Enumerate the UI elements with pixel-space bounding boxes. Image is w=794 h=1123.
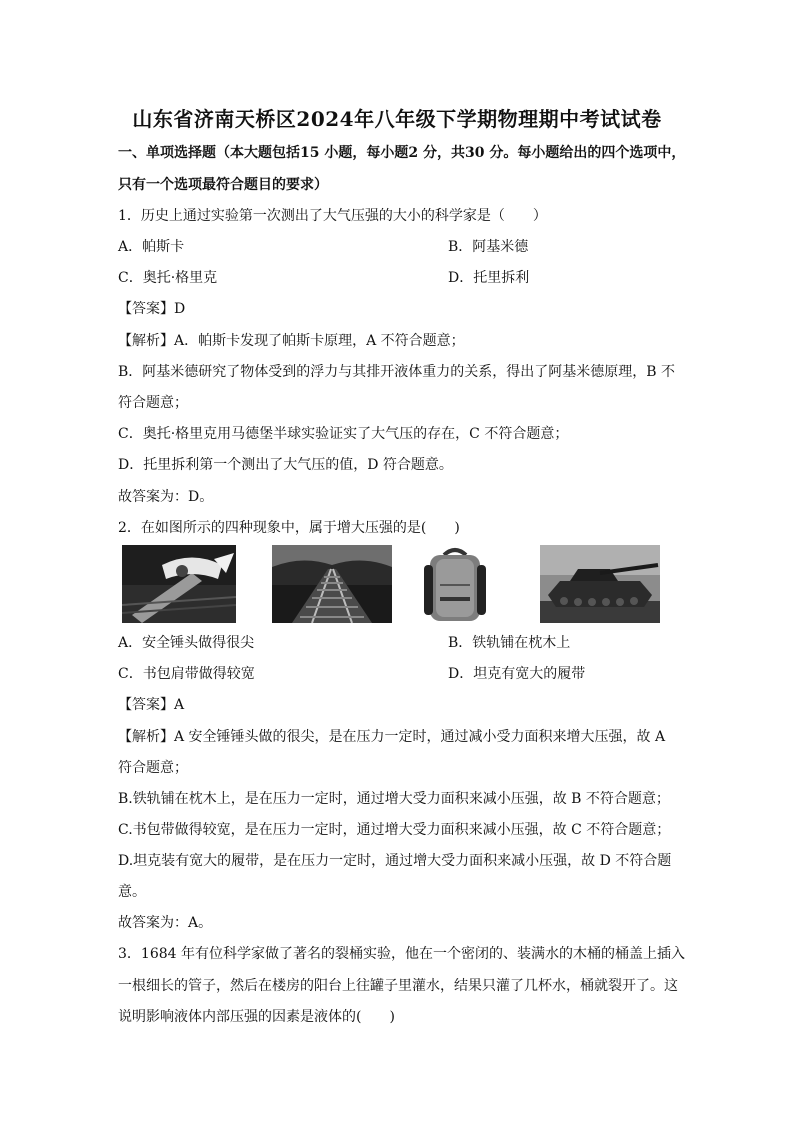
section-header: 一、单项选择题（本大题包括15 小题，每小题2 分，共30 分。每小题给出的四个选项中， xyxy=(118,145,686,161)
q1-option-d: D．托里拆利 xyxy=(448,270,530,286)
q2-figure-row xyxy=(122,545,662,625)
q2-analysis-line: B.铁轨铺在枕木上，是在压力一定时，通过增大受力面积来减小压强，故 B 不符合题意； xyxy=(118,791,670,807)
section-header-cont: 只有一个选项最符合题目的要求） xyxy=(118,177,328,193)
q2-option-a: A．安全锤头做得很尖 xyxy=(118,635,255,651)
q1-option-a: A．帕斯卡 xyxy=(118,239,185,255)
q3-stem-line: 3．1684 年有位科学家做了著名的裂桶实验，他在一个密闭的、装满水的木桶的桶盖上插入 xyxy=(118,946,685,962)
q1-analysis-line: D．托里拆利第一个测出了大气压的值，D 符合题意。 xyxy=(118,457,453,473)
q3-stem-line: 一根细长的管子，然后在楼房的阳台上往罐子里灌水，结果只灌了几杯水，桶就裂开了。这 xyxy=(118,978,678,994)
railroad-track-photo xyxy=(272,545,392,623)
q1-analysis-line: 故答案为：D。 xyxy=(118,489,214,505)
q1-analysis-line: B．阿基米德研究了物体受到的浮力与其排开液体重力的关系，得出了阿基米德原理，B 不 xyxy=(118,364,676,380)
q1-option-c: C．奥托·格里克 xyxy=(118,270,218,286)
q2-analysis-line: C.书包带做得较宽，是在压力一定时，通过增大受力面积来减小压强，故 C 不符合题意； xyxy=(118,822,671,838)
q2-option-c: C．书包肩带做得较宽 xyxy=(118,666,255,682)
q2-stem: 2．在如图所示的四种现象中，属于增大压强的是( ) xyxy=(118,520,460,536)
q2-analysis-line: 故答案为：A。 xyxy=(118,915,213,931)
q1-analysis-line: C．奥托·格里克用马德堡半球实验证实了大气压的存在，C 不符合题意； xyxy=(118,426,569,442)
q2-analysis-line: 符合题意； xyxy=(118,760,188,776)
q1-option-b: B．阿基米德 xyxy=(448,239,529,255)
q1-stem: 1．历史上通过实验第一次测出了大气压强的大小的科学家是（ ） xyxy=(118,208,547,224)
tank-photo xyxy=(540,545,660,623)
q2-analysis-line: 意。 xyxy=(118,884,146,900)
safety-hammer-photo xyxy=(122,545,236,623)
q1-analysis-line: 符合题意； xyxy=(118,395,188,411)
q2-option-b: B．铁轨铺在枕木上 xyxy=(448,635,571,651)
q1-answer: 【答案】D xyxy=(118,301,186,317)
q3-stem-line: 说明影响液体内部压强的因素是液体的( ) xyxy=(118,1009,395,1025)
backpack-photo xyxy=(418,545,492,623)
q2-answer: 【答案】A xyxy=(118,697,185,713)
q2-option-d: D．坦克有宽大的履带 xyxy=(448,666,586,682)
q2-analysis-line: D.坦克装有宽大的履带，是在压力一定时，通过增大受力面积来减小压强，故 D 不符合题 xyxy=(118,853,672,869)
page-title: 山东省济南天桥区2024年八年级下学期物理期中考试试卷 xyxy=(132,107,662,131)
q2-analysis-line: 【解析】A 安全锤锤头做的很尖，是在压力一定时，通过减小受力面积来增大压强，故 A xyxy=(118,729,666,745)
q1-analysis-line: 【解析】A．帕斯卡发现了帕斯卡原理，A 不符合题意； xyxy=(118,333,465,349)
